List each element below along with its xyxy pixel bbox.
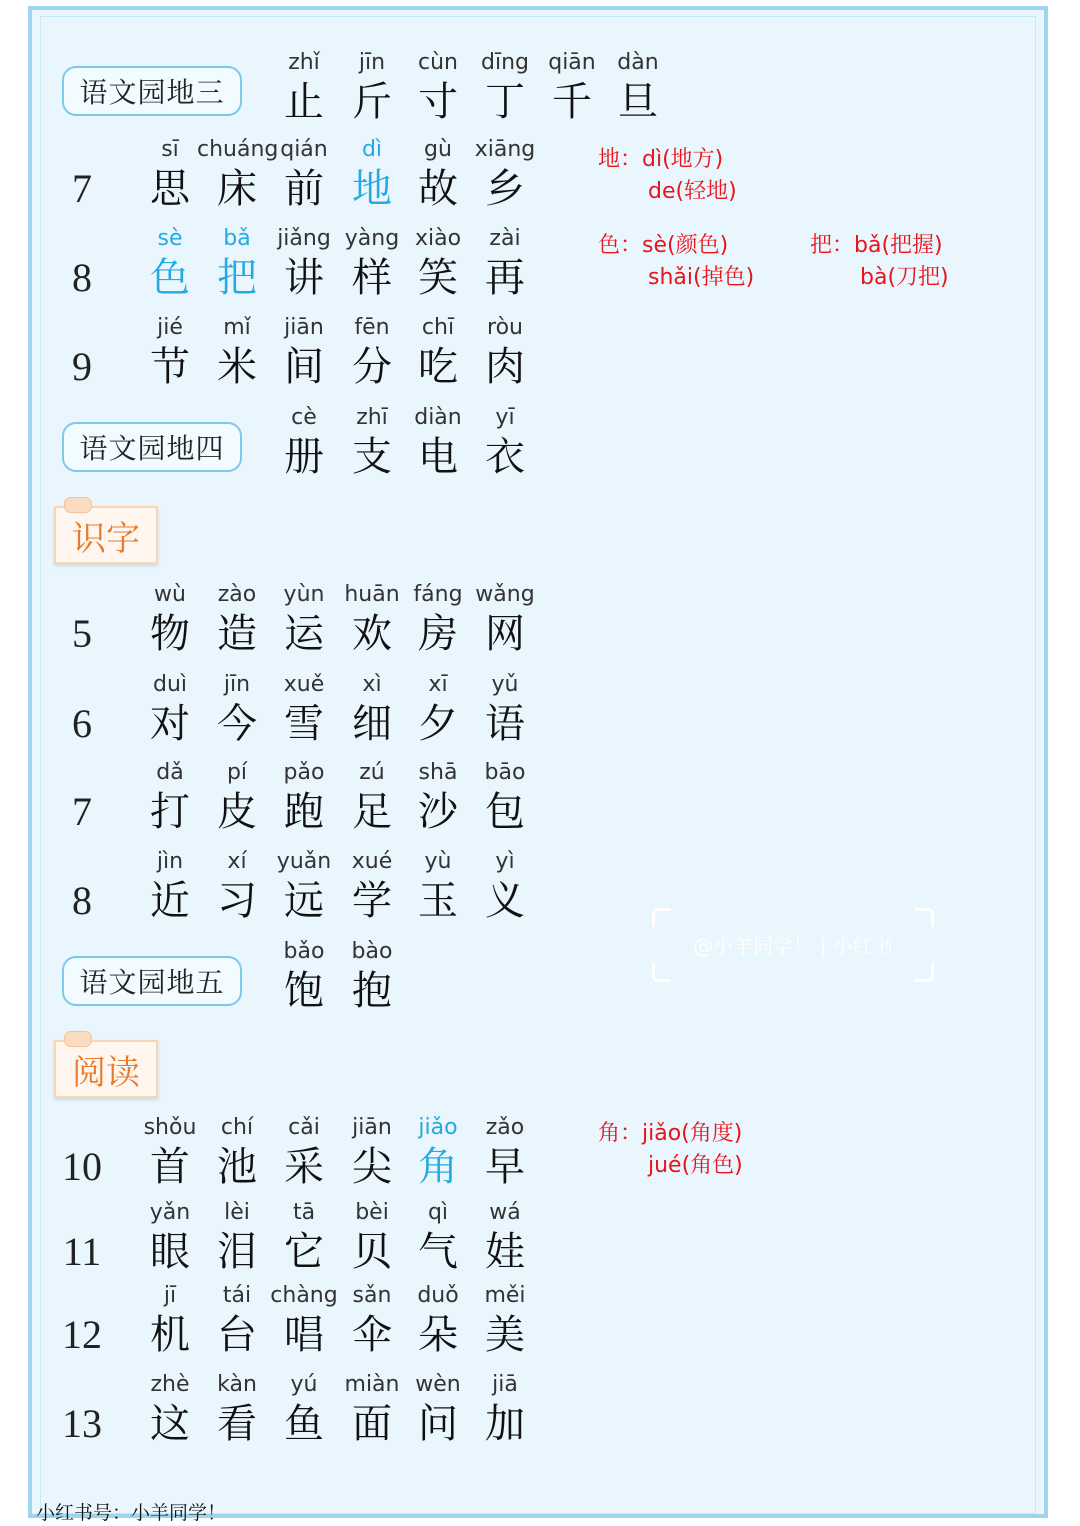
- pinyin: měi: [484, 1283, 526, 1308]
- pinyin: yuǎn: [276, 849, 332, 874]
- hanzi: 皮: [217, 789, 257, 835]
- pinyin: yù: [424, 849, 452, 874]
- hanzi: 运: [284, 611, 324, 657]
- pinyin: yùn: [283, 582, 325, 607]
- note-jiao-line2: jué(角色): [648, 1153, 743, 1178]
- pinyin: chàng: [270, 1283, 338, 1308]
- hanzi: 气: [418, 1229, 458, 1275]
- hanzi: 语: [485, 701, 525, 747]
- pinyin: xué: [351, 849, 393, 874]
- pinyin: wǎng: [475, 582, 535, 607]
- hanzi: 雪: [284, 701, 324, 747]
- hanzi: 间: [284, 344, 324, 390]
- hanzi: 包: [485, 789, 525, 835]
- lesson-number: 13: [62, 1401, 102, 1446]
- pinyin: tái: [222, 1283, 252, 1308]
- hanzi: 欢: [352, 611, 392, 657]
- pinyin: fēn: [354, 315, 390, 340]
- pinyin: cùn: [418, 50, 458, 75]
- pinyin: fáng: [413, 582, 463, 607]
- watermark-text: @小羊同学！ | 小红书: [693, 934, 893, 958]
- pinyin: dì: [361, 137, 383, 162]
- hanzi: 房: [418, 611, 458, 657]
- hanzi: 学: [352, 878, 392, 924]
- char-cell: [465, 1370, 545, 1448]
- pinyin: yǔ: [491, 672, 519, 697]
- hanzi: 义: [485, 878, 525, 924]
- hanzi: 对: [150, 701, 190, 747]
- char-cell: [465, 1281, 545, 1359]
- lesson-number: 8: [72, 878, 92, 923]
- hanzi: 寸: [418, 79, 458, 125]
- pinyin: gù: [424, 137, 452, 162]
- pinyin: zhǐ: [288, 50, 320, 75]
- hanzi: 打: [150, 789, 190, 835]
- note-di-line1: 地：dì(地方): [598, 147, 724, 172]
- hanzi: 乡: [485, 166, 525, 212]
- hanzi: 贝: [352, 1229, 392, 1275]
- pinyin: cè: [291, 405, 317, 430]
- pinyin: xí: [227, 849, 247, 874]
- note-ba-line2: bà(刀把): [860, 265, 949, 290]
- hanzi: 远: [284, 878, 324, 924]
- pin-decoration: [64, 1031, 92, 1047]
- hanzi: 旦: [618, 79, 658, 125]
- pinyin: jiān: [352, 1115, 392, 1140]
- char-cell: [465, 313, 545, 391]
- pinyin: lèi: [224, 1200, 250, 1225]
- pinyin: mǐ: [223, 315, 251, 340]
- pinyin: zhī: [356, 405, 388, 430]
- hanzi: 册: [284, 434, 324, 480]
- hanzi: 止: [284, 79, 324, 125]
- char-cell: [465, 135, 545, 213]
- pinyin: cǎi: [288, 1115, 320, 1140]
- note-di-line2: de(轻地): [648, 179, 737, 204]
- hanzi: 机: [150, 1312, 190, 1358]
- hanzi: 地: [352, 166, 392, 212]
- hanzi: 沙: [418, 789, 458, 835]
- char-cell: [598, 48, 678, 126]
- hanzi: 斤: [352, 79, 392, 125]
- hanzi: 米: [217, 344, 257, 390]
- pinyin: jīn: [358, 50, 386, 75]
- pinyin: dàn: [617, 50, 659, 75]
- pinyin: jiǎng: [277, 226, 331, 251]
- pinyin: qiān: [548, 50, 596, 75]
- lesson-number: 6: [72, 701, 92, 746]
- pinyin: bèi: [355, 1200, 389, 1225]
- hanzi: 采: [284, 1144, 324, 1190]
- pinyin: bǎo: [283, 939, 325, 964]
- hanzi: 前: [284, 166, 324, 212]
- lesson-number: 10: [62, 1144, 102, 1189]
- char-cell: [465, 580, 545, 658]
- pinyin: qì: [427, 1200, 449, 1225]
- hanzi: 跑: [284, 789, 324, 835]
- hanzi: 造: [217, 611, 257, 657]
- char-cell: [465, 670, 545, 748]
- pinyin: yǎn: [149, 1200, 191, 1225]
- hanzi: 眼: [150, 1229, 190, 1275]
- pinyin: sī: [161, 137, 179, 162]
- footer-account: 小红书号：小羊同学！: [36, 1502, 227, 1524]
- char-cell: [465, 1113, 545, 1191]
- pinyin: jìn: [156, 849, 184, 874]
- pinyin: ròu: [487, 315, 523, 340]
- hanzi: 色: [150, 255, 190, 301]
- char-cell: [465, 224, 545, 302]
- hanzi: 网: [485, 611, 525, 657]
- tag-garden-5: 语文园地五: [62, 956, 242, 1006]
- pinyin: wèn: [415, 1372, 461, 1397]
- hanzi: 分: [352, 344, 392, 390]
- pinyin: shā: [418, 760, 458, 785]
- note-se-line2: shǎi(掉色): [648, 265, 755, 290]
- pin-decoration: [64, 497, 92, 513]
- hanzi: 样: [352, 255, 392, 301]
- pinyin: jiǎo: [418, 1115, 458, 1140]
- hanzi: 早: [485, 1144, 525, 1190]
- hanzi: 泪: [217, 1229, 257, 1275]
- hanzi: 笑: [418, 255, 458, 301]
- pinyin: sè: [157, 226, 183, 251]
- pinyin: chuáng: [197, 137, 279, 162]
- note-ba: [810, 230, 949, 294]
- hanzi: 面: [352, 1401, 392, 1447]
- lesson-number: 7: [72, 166, 92, 211]
- pinyin: xiào: [414, 226, 462, 251]
- hanzi: 唱: [284, 1312, 324, 1358]
- hanzi: 细: [352, 701, 392, 747]
- pinyin: dǎ: [156, 760, 184, 785]
- pinyin: jīn: [223, 672, 251, 697]
- watermark: [652, 908, 934, 982]
- hanzi: 千: [552, 79, 592, 125]
- pinyin: xiāng: [474, 137, 536, 162]
- hanzi: 伞: [352, 1312, 392, 1358]
- lesson-number: 12: [62, 1312, 102, 1357]
- char-cell: [332, 937, 412, 1015]
- hanzi: 角: [418, 1144, 458, 1190]
- pinyin: kàn: [217, 1372, 257, 1397]
- hanzi: 娃: [485, 1229, 525, 1275]
- section-yuedu: [54, 1040, 158, 1098]
- hanzi: 物: [150, 611, 190, 657]
- pinyin: yú: [290, 1372, 318, 1397]
- pinyin: pǎo: [283, 760, 325, 785]
- hanzi: 它: [284, 1229, 324, 1275]
- hanzi: 电: [418, 434, 458, 480]
- hanzi: 丁: [485, 79, 525, 125]
- pinyin: yì: [495, 849, 515, 874]
- pinyin: bào: [351, 939, 393, 964]
- pinyin: shǒu: [143, 1115, 197, 1140]
- pinyin: tā: [292, 1200, 316, 1225]
- pinyin: zú: [359, 760, 385, 785]
- hanzi: 衣: [485, 434, 525, 480]
- pinyin: yī: [495, 405, 515, 430]
- hanzi: 饱: [284, 968, 324, 1014]
- lesson-number: 11: [62, 1229, 102, 1274]
- hanzi: 问: [418, 1401, 458, 1447]
- note-jiao-line1: 角：jiǎo(角度): [598, 1121, 743, 1146]
- char-cell: [465, 1198, 545, 1276]
- pinyin: jī: [163, 1283, 177, 1308]
- hanzi: 把: [217, 255, 257, 301]
- note-jiao: [598, 1118, 743, 1182]
- hanzi: 美: [485, 1312, 525, 1358]
- section-yuedu-label: 阅读: [72, 1052, 140, 1093]
- hanzi: 首: [150, 1144, 190, 1190]
- pinyin: bāo: [484, 760, 526, 785]
- pinyin: xì: [362, 672, 382, 697]
- section-shizi: [54, 506, 158, 564]
- char-cell: [465, 403, 545, 481]
- pinyin: yàng: [344, 226, 400, 251]
- hanzi: 思: [150, 166, 190, 212]
- char-cell: [465, 847, 545, 925]
- hanzi: 看: [217, 1401, 257, 1447]
- hanzi: 池: [217, 1144, 257, 1190]
- pinyin: zǎo: [485, 1115, 525, 1140]
- hanzi: 今: [217, 701, 257, 747]
- pinyin: duì: [152, 672, 188, 697]
- hanzi: 台: [217, 1312, 257, 1358]
- pinyin: sǎn: [352, 1283, 392, 1308]
- lesson-number: 7: [72, 789, 92, 834]
- hanzi: 近: [150, 878, 190, 924]
- pinyin: duǒ: [417, 1283, 459, 1308]
- hanzi: 吃: [418, 344, 458, 390]
- pinyin: xī: [428, 672, 448, 697]
- hanzi: 床: [217, 166, 257, 212]
- hanzi: 支: [352, 434, 392, 480]
- pinyin: diàn: [414, 405, 462, 430]
- note-se: [598, 230, 754, 294]
- hanzi: 尖: [352, 1144, 392, 1190]
- pinyin: chī: [421, 315, 455, 340]
- pinyin: jiān: [284, 315, 324, 340]
- note-ba-line1: 把：bǎ(把握): [810, 233, 943, 258]
- hanzi: 这: [150, 1401, 190, 1447]
- hanzi: 鱼: [284, 1401, 324, 1447]
- hanzi: 夕: [418, 701, 458, 747]
- hanzi: 讲: [284, 255, 324, 301]
- note-di: [598, 144, 737, 208]
- pinyin: xuě: [283, 672, 325, 697]
- hanzi: 抱: [352, 968, 392, 1014]
- pinyin: pí: [226, 760, 248, 785]
- hanzi: 朵: [418, 1312, 458, 1358]
- pinyin: dīng: [481, 50, 529, 75]
- section-shizi-label: 识字: [72, 518, 140, 559]
- pinyin: wù: [154, 582, 186, 607]
- pinyin: bǎ: [223, 226, 251, 251]
- hanzi: 节: [150, 344, 190, 390]
- pinyin: qián: [280, 137, 328, 162]
- lesson-number: 9: [72, 344, 92, 389]
- char-cell: [465, 758, 545, 836]
- pinyin: zài: [489, 226, 521, 251]
- hanzi: 足: [352, 789, 392, 835]
- pinyin: jié: [157, 315, 183, 340]
- hanzi: 肉: [485, 344, 525, 390]
- pinyin: wá: [489, 1200, 521, 1225]
- note-se-line1: 色：sè(颜色): [598, 233, 729, 258]
- hanzi: 玉: [418, 878, 458, 924]
- pinyin: chí: [220, 1115, 254, 1140]
- hanzi: 加: [485, 1401, 525, 1447]
- pinyin: miàn: [344, 1372, 400, 1397]
- hanzi: 故: [418, 166, 458, 212]
- lesson-number: 5: [72, 611, 92, 656]
- tag-garden-3: 语文园地三: [62, 66, 242, 116]
- pinyin: zhè: [150, 1372, 190, 1397]
- pinyin: jiā: [492, 1372, 518, 1397]
- hanzi: 习: [217, 878, 257, 924]
- tag-garden-4: 语文园地四: [62, 422, 242, 472]
- lesson-number: 8: [72, 255, 92, 300]
- pinyin: zào: [217, 582, 257, 607]
- pinyin: huān: [344, 582, 400, 607]
- hanzi: 再: [485, 255, 525, 301]
